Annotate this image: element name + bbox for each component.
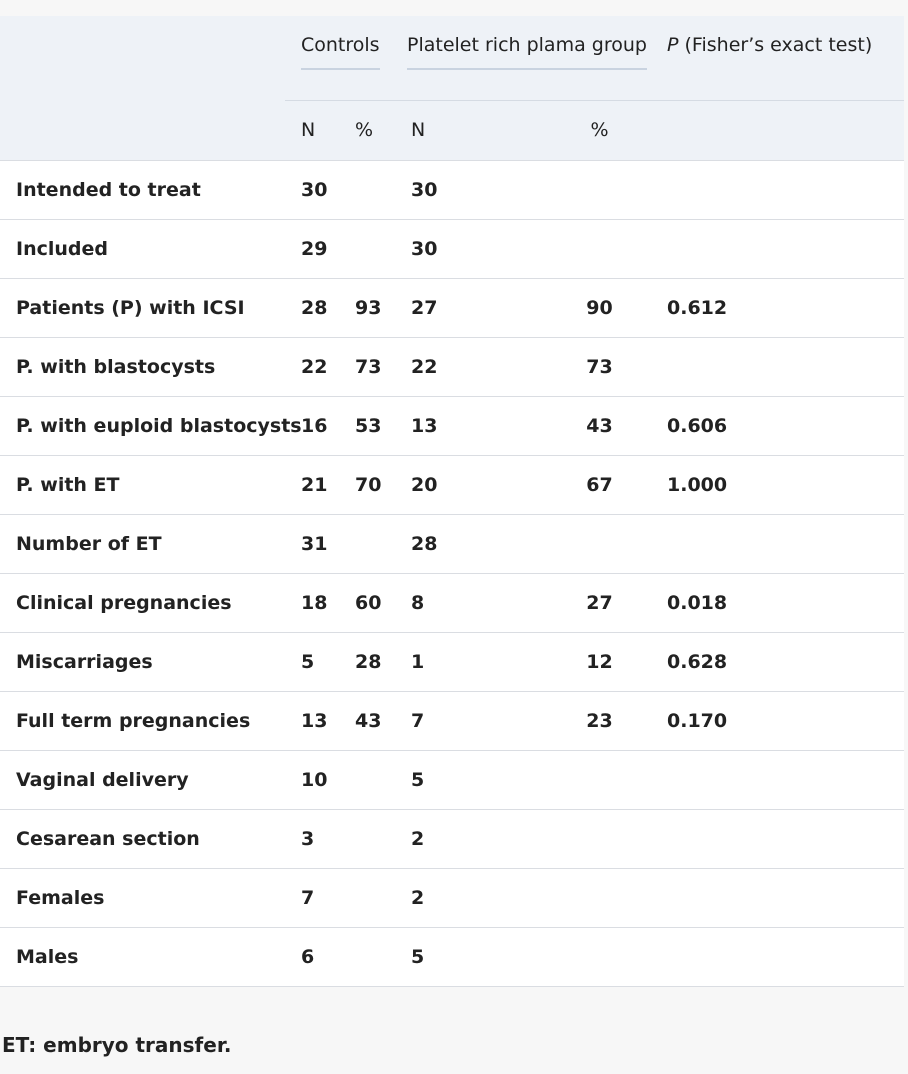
row-label: Included (16, 237, 108, 260)
prp-pct-cell (532, 514, 667, 573)
prp-pct-cell (532, 160, 667, 219)
controls-pct-cell (341, 868, 397, 927)
prp-n-cell: 30 (411, 178, 438, 201)
header-prp-n: N (397, 100, 532, 160)
table-row (0, 573, 904, 632)
row-label: Miscarriages (16, 650, 153, 673)
p-value-cell: 0.170 (667, 709, 728, 732)
p-value-cell (667, 160, 904, 219)
controls-pct-cell (341, 927, 397, 986)
table-row (0, 750, 904, 809)
table-row (0, 514, 904, 573)
controls-pct-cell: 43 (355, 709, 382, 732)
header-p-value (667, 16, 904, 100)
controls-n-cell: 31 (301, 532, 328, 555)
prp-n-cell: 27 (411, 296, 438, 319)
p-test-label: (Fisher’s exact test) (678, 34, 873, 56)
row-label: P. with blastocysts (16, 355, 216, 378)
row-label: Number of ET (16, 532, 162, 555)
controls-n-cell: 22 (301, 355, 328, 378)
p-value-cell (667, 219, 904, 278)
prp-n-cell: 28 (411, 532, 438, 555)
table-row (0, 219, 904, 278)
table-row (0, 632, 904, 691)
top-strip (0, 0, 908, 8)
row-label: P. with ET (16, 473, 120, 496)
prp-pct-cell (532, 868, 667, 927)
controls-pct-cell: 73 (355, 355, 382, 378)
row-label: Males (16, 945, 79, 968)
prp-pct-cell (532, 809, 667, 868)
prp-pct-cell (532, 927, 667, 986)
prp-n-cell: 2 (411, 886, 425, 909)
prp-n-cell: 2 (411, 827, 425, 850)
table-row (0, 809, 904, 868)
header-sub-blank (0, 100, 285, 160)
table-header (0, 16, 904, 160)
controls-pct-cell: 93 (355, 296, 382, 319)
prp-pct-cell: 73 (586, 355, 613, 378)
table-row (0, 691, 904, 750)
row-label: Females (16, 886, 105, 909)
controls-n-cell: 29 (301, 237, 328, 260)
row-label: P. with euploid blastocysts (16, 414, 302, 437)
p-value-cell (667, 514, 904, 573)
prp-group-label: Platelet rich plama group (407, 34, 647, 70)
p-value-cell: 0.018 (667, 591, 728, 614)
table-row (0, 868, 904, 927)
header-controls-n: N (285, 100, 341, 160)
p-value-cell: 0.628 (667, 650, 728, 673)
controls-pct-cell (341, 750, 397, 809)
table-row (0, 337, 904, 396)
footnote: ET: embryo transfer. (2, 1033, 232, 1057)
controls-n-cell: 16 (301, 414, 328, 437)
p-value-cell: 0.612 (667, 296, 728, 319)
prp-pct-cell: 43 (586, 414, 613, 437)
controls-pct-cell: 53 (355, 414, 382, 437)
controls-pct-cell: 70 (355, 473, 382, 496)
header-prp-group (397, 16, 667, 100)
header-controls-pct: % (341, 100, 397, 160)
header-row-sub (0, 100, 904, 160)
row-label: Full term pregnancies (16, 709, 251, 732)
header-row-groups (0, 16, 904, 100)
controls-n-cell: 3 (301, 827, 315, 850)
controls-n-cell: 18 (301, 591, 328, 614)
p-symbol: P (667, 34, 679, 56)
row-label: Patients (P) with ICSI (16, 296, 245, 319)
prp-n-cell: 30 (411, 237, 438, 260)
row-label: Vaginal delivery (16, 768, 189, 791)
p-value-cell (667, 750, 904, 809)
controls-n-cell: 6 (301, 945, 315, 968)
table-row (0, 278, 904, 337)
prp-pct-cell: 27 (586, 591, 613, 614)
p-value-cell (667, 809, 904, 868)
prp-n-cell: 7 (411, 709, 425, 732)
controls-n-cell: 21 (301, 473, 328, 496)
p-value-cell: 0.606 (667, 414, 728, 437)
controls-n-cell: 10 (301, 768, 328, 791)
prp-n-cell: 5 (411, 768, 425, 791)
p-value-cell (667, 868, 904, 927)
prp-pct-cell (532, 750, 667, 809)
controls-n-cell: 5 (301, 650, 315, 673)
controls-pct-cell: 60 (355, 591, 382, 614)
controls-pct-cell (341, 514, 397, 573)
controls-group-label: Controls (301, 34, 380, 70)
prp-n-cell: 20 (411, 473, 438, 496)
header-blank (0, 16, 285, 100)
p-value-cell (667, 337, 904, 396)
prp-n-cell: 22 (411, 355, 438, 378)
table-row (0, 455, 904, 514)
results-table (0, 16, 904, 987)
prp-n-cell: 1 (411, 650, 425, 673)
controls-n-cell: 13 (301, 709, 328, 732)
controls-n-cell: 30 (301, 178, 328, 201)
prp-pct-cell: 12 (586, 650, 613, 673)
header-prp-pct: % (532, 100, 667, 160)
p-value-cell: 1.000 (667, 473, 728, 496)
prp-pct-cell: 90 (586, 296, 613, 319)
controls-pct-cell (341, 809, 397, 868)
table-row (0, 396, 904, 455)
row-label: Intended to treat (16, 178, 201, 201)
controls-pct-cell (341, 160, 397, 219)
controls-n-cell: 28 (301, 296, 328, 319)
prp-pct-cell: 67 (586, 473, 613, 496)
prp-n-cell: 5 (411, 945, 425, 968)
header-sub-empty (667, 100, 904, 160)
prp-n-cell: 8 (411, 591, 425, 614)
controls-pct-cell: 28 (355, 650, 382, 673)
controls-pct-cell (341, 219, 397, 278)
p-value-cell (667, 927, 904, 986)
prp-pct-cell: 23 (586, 709, 613, 732)
table-row (0, 160, 904, 219)
header-controls (285, 16, 397, 100)
prp-n-cell: 13 (411, 414, 438, 437)
row-label: Cesarean section (16, 827, 200, 850)
table-row (0, 927, 904, 986)
row-label: Clinical pregnancies (16, 591, 232, 614)
prp-pct-cell (532, 219, 667, 278)
controls-n-cell: 7 (301, 886, 315, 909)
table-body (0, 160, 904, 986)
